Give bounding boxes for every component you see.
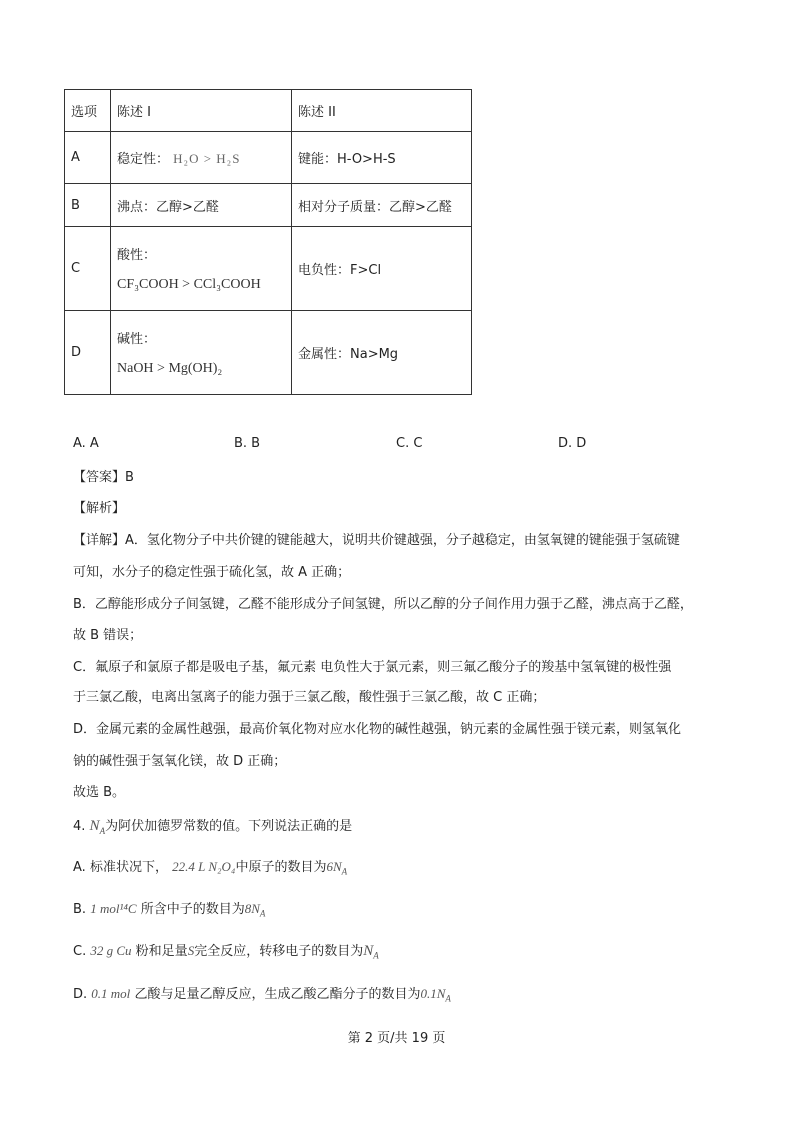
question-number: 4. [73,819,86,834]
detail-line: 于三氯乙酸，电离出氢离子的能力强于三氯乙酸，酸性强于三氯乙酸，故 C 正确； [73,690,546,705]
options-table [64,89,472,395]
row-option: A [65,132,111,184]
question-4-stem [73,815,352,836]
row-option: C [65,227,111,311]
choice-b: B. B [234,436,261,451]
statement1-label: 碱性： [117,332,157,347]
choice-d: D. D [558,436,587,451]
question-4-option-c: C. 32 g Cu 粉和足量S完全反应，转移电子的数目为$N_A$ [73,943,379,961]
statement1-formula: NaOH > Mg(OH)₂ [117,361,223,376]
detail-line: D．金属元素的金属性越强，最高价氧化物对应水化物的碱性越强，钠元素的金属性强于镁元素，则氢氧化 [73,722,682,737]
table-row [65,311,472,395]
header-cell-statement1: 陈述 I [111,90,292,132]
statement1-label: 酸性： [117,248,157,263]
avogadro-symbol: $N_A$ [89,818,106,836]
detail-line: 钠的碱性强于氢氧化镁，故 D 正确； [73,754,287,769]
table-row [65,227,472,311]
header-cell-statement2: 陈述 II [292,90,472,132]
statement1-cell: 沸点：乙醇>乙醛 [111,184,292,227]
statement2-cell: 键能：H-O>H-S [292,132,472,184]
detail-line: C．氟原子和氯原子都是吸电子基，氟元素 电负性大于氯元素，则三氟乙酸分子的羧基中氢氧键的极性强 [73,660,672,675]
row-option: B [65,184,111,227]
page-footer: 第 2 页/共 19 页 [347,1031,446,1046]
question-stem-text: 为阿伏加德罗常数的值。下列说法正确的是 [105,819,353,834]
statement2-cell: 电负性：F>Cl [292,227,472,311]
statement2-cell: 相对分子质量：乙醇>乙醛 [292,184,472,227]
statement1-cell [111,227,292,311]
statement1-formula: CF₃COOH > CCl₃COOH [117,277,261,292]
analysis-heading: 【解析】 [73,501,126,516]
question-4-option-d: D. 0.1 mol 乙酸与足量乙醇反应，生成乙酸乙酯分子的数目为$0.1N_A$ [73,986,451,1004]
table-row [65,184,472,227]
statement1-label: 稳定性： [117,152,170,167]
detail-line: B．乙醇能形成分子间氢键，乙醛不能形成分子间氢键，所以乙醇的分子间作用力强于乙醛，沸点高于乙醛， [73,597,693,612]
table-row [65,132,472,184]
statement1-cell [111,132,292,184]
detail-line: 故 B 错误； [73,628,143,643]
detail-line: 故选 B。 [73,785,126,800]
statement1-formula: H₂O > H₂S [173,151,241,166]
statement2-cell: 金属性：Na>Mg [292,311,472,395]
question-4-option-b: B. 1 mol¹⁴C 所含中子的数目为$8N_A$ [73,901,266,919]
row-option: D [65,311,111,395]
choice-c: C. C [396,436,423,451]
answer-line: 【答案】B [73,470,134,485]
choice-a: A. A [73,436,99,451]
table-header-row [65,90,472,132]
statement1-cell [111,311,292,395]
detail-line: 可知，水分子的稳定性强于硫化氢，故 A 正确； [73,565,351,580]
header-cell-option: 选项 [65,90,111,132]
question-4-option-a: A. 标准状况下， 22.4 L N₂O₄中原子的数目为$6N_A$ [73,859,348,877]
detail-line: 【详解】A．氢化物分子中共价键的键能越大，说明共价键越强，分子越稳定，由氢氧键的键能强于氢硫键 [73,533,680,548]
